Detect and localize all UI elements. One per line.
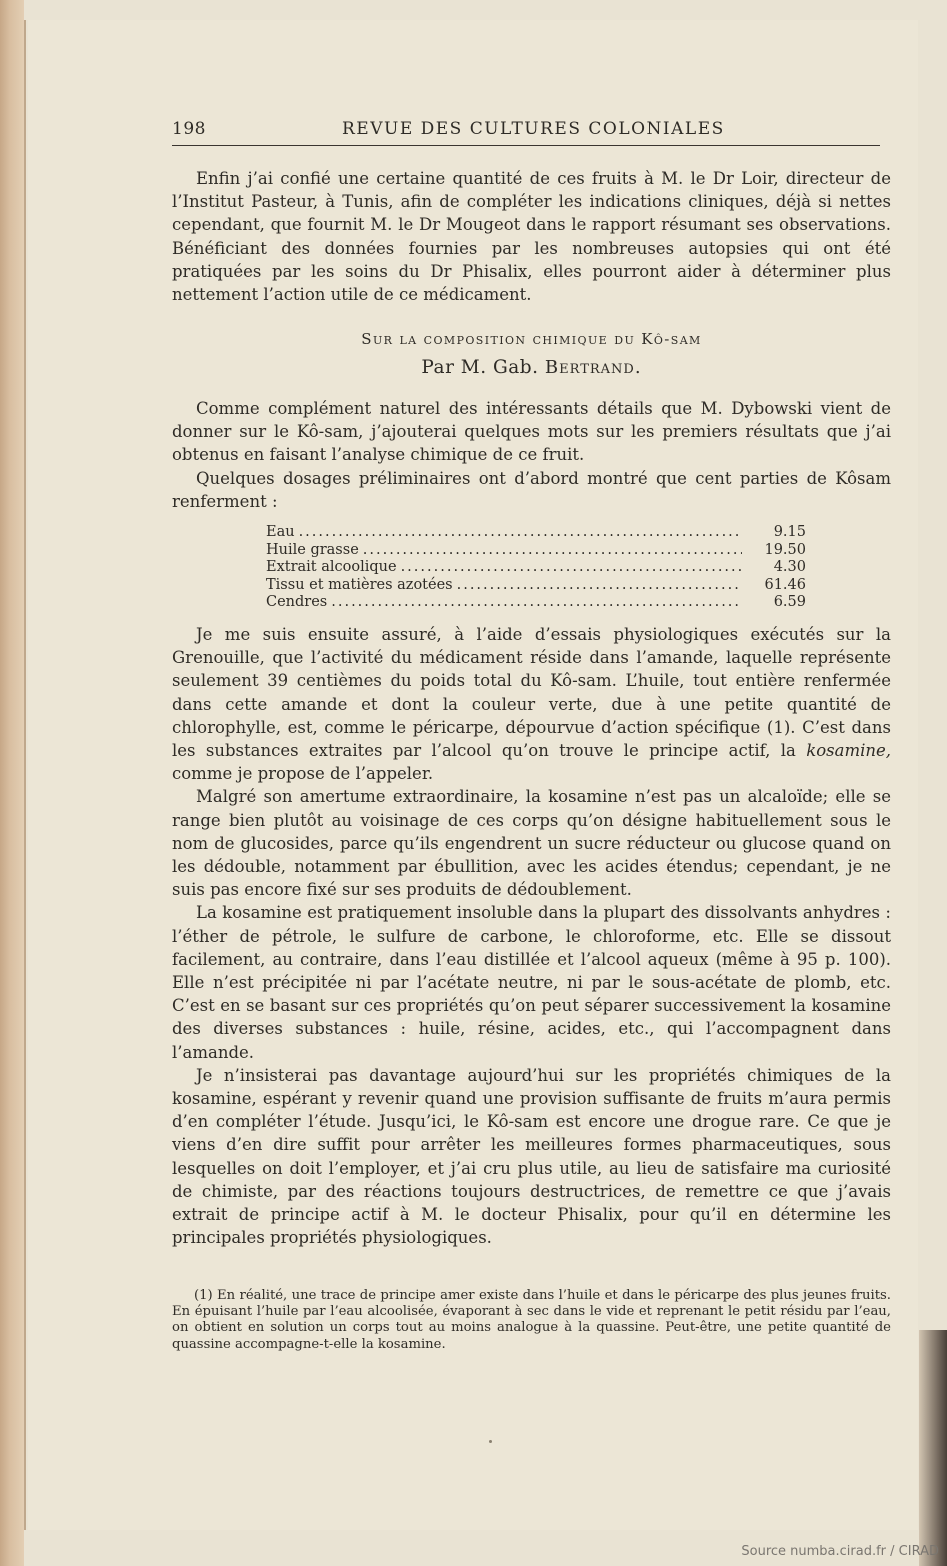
section-title [172,330,891,348]
paragraph: La kosamine est pratiquement insoluble dans la plupart des dissolvants anhydres : l’éther de pétrole, le sulfure de carbone, le chloroforme, etc. Elle se dissout facilement, au contraire, dans l’eau distillée et l’alcool aqueux (même à 95 p. 100). Elle n’est précipitée ni par l’acétate neutre, ni par le sous-acétate de plomb, etc. C’est en se basant sur ces propriétés qu’on peut séparer successivement la kosamine des diverses substances : huile, résine, acides, etc., qui l’accompagnent dans l’amande. [172,903,891,1062]
body-before-table [172,397,891,513]
kosamine-term: kosamine, [806,741,891,761]
composition-row [266,577,806,595]
page-header [172,119,880,146]
source-credit: Source numba.cirad.fr / CIRAD [741,1544,939,1559]
leader-dots [401,559,742,577]
leader-dots [299,524,742,542]
section-title-text: Sur la composition chimique du Kô-sam [361,330,702,348]
intro-paragraph: Enfin j’ai confié une certaine quantité de ces fruits à M. le Dr Loir, directeur de l’Institut Pasteur, à Tunis, afin de compléter les indications cliniques, déjà si nettes cependant, que fournit M. le Dr Mougeot dans le rapport résumant ses observations. Bénéficiant des données fournies par les nombreuses autopsies qui ont été pratiquées par les soins du Dr Phisalix, elles pourront aider à déterminer plus nettement l’action utile de ce médicament. [172,169,891,305]
body-after-table [172,623,891,1249]
paragraph: Quelques dosages préliminaires ont d’abord montré que cent parties de Kôsam renferment : [172,468,891,511]
composition-row [266,524,806,542]
intro-block [172,167,891,306]
footnote [172,1288,891,1353]
composition-row [266,594,806,612]
page-edge-left [24,20,26,1530]
composition-label: Tissu et matières azotées [266,576,453,593]
paragraph: Malgré son amertume extraordinaire, la kosamine n’est pas un alcaloïde; elle se range bien plutôt au voisinage de ces corps qu’on désigne habituellement sous le nom de glucosides, parce qu’ils engendrent un sucre réducteur ou glucose quand on les dédouble, notamment par ébullition, avec les acides étendus; cependant, je ne suis pas encore fixé sur ses produits de dédoublement. [172,787,891,900]
paragraph [172,623,891,785]
composition-value: 19.50 [764,541,806,558]
page-number: 198 [172,119,206,139]
paragraph: Je n’insisterai pas davantage aujourd’hui sur les propriétés chimiques de la kosamine, espérant y revenir quand une provision suffisante de fruits m’aura permis d’en compléter l’étude. Jusqu’ici, le Kô-sam est encore une drogue rare. Ce que je viens d’en dire suffit pour arrêter les meilleures formes pharmaceutiques, sous lesquelles on doit l’employer, et j’ai cru plus utile, au lieu de satisfaire ma curiosité de chimiste, par des réactions toujours destructrices, de remettre ce que j’avais extrait de principe actif à M. le docteur Phisalix, pour qu’il en détermine les principales propriétés physiologiques. [172,1065,891,1248]
composition-label: Cendres [266,594,328,610]
composition-table [266,524,806,612]
leader-dots [363,542,742,560]
composition-value: 4.30 [773,559,806,575]
composition-label: Extrait alcoolique [266,559,397,575]
composition-value: 61.46 [764,576,806,593]
footnote-text: (1) En réalité, une trace de principe amer existe dans l’huile et dans le péricarpe des plus jeunes fruits. En épuisant l’huile par l’eau alcoolisée, évaporant à sec dans le vide et reprenant le petit résidu par l’eau, on obtient en solution un corps tout au moins analogue à la quassine. Peut-être, une petite quantité de quassine accompagne-t-elle la kosamine. [172,1288,891,1352]
composition-value: 9.15 [773,524,806,540]
author-byline [172,357,891,378]
leader-dots [331,594,742,612]
paragraph: Comme complément naturel des intéressants détails que M. Dybowski vient de donner sur le Kô-sam, j’ajouterai quelques mots sur les premiers résultats que j’ai obtenus en faisant l’analyse chimique de ce fruit. [172,399,891,465]
byline-prefix: Par M. Gab. [421,357,539,378]
running-title: REVUE DES CULTURES COLONIALES [342,119,725,139]
book-spine [0,0,24,1566]
leader-dots [457,577,742,595]
composition-label: Eau [266,524,295,540]
composition-row [266,542,806,560]
composition-label: Huile grasse [266,541,359,558]
author-name: Bertrand. [544,357,642,378]
composition-row [266,559,806,577]
page-edge-right [919,1330,947,1566]
paragraph-text: Je me suis ensuite assuré, à l’aide d’essais physiologiques exécutés sur la Grenouille, que l’activité du médicament réside dans l’amande, laquelle représente seulement 39 centièmes du poids total du Kô-sam. L’huile, tout entière renfermée dans cette amande et dont la couleur verte, due à une petite quantité de chlorophylle, est, comme le péricarpe, dépourvue d’action spécifique (1). C’est dans les substances extraites par l’alcool qu’on trouve le principe actif, la [172,625,891,761]
paragraph-text: comme je propose de l’appeler. [172,764,434,784]
page-speck [489,1440,492,1443]
composition-value: 6.59 [773,594,806,610]
